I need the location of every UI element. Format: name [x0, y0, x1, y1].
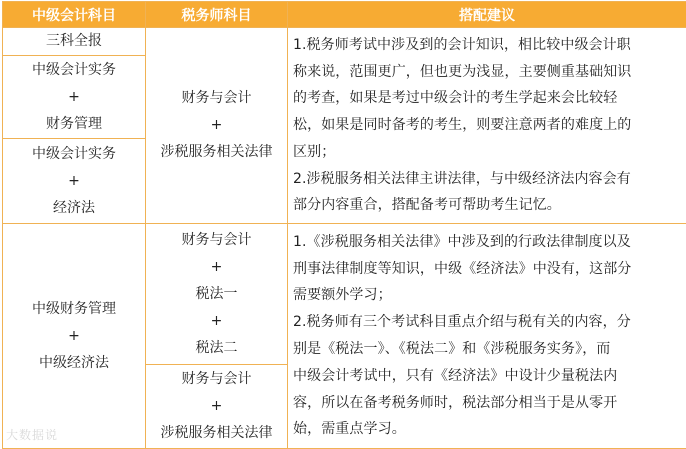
advice-line: 部分内容重合，搭配备考可帮助考生记忆。 [293, 197, 561, 214]
tax-subject: 涉税服务相关法律 [160, 425, 273, 441]
advice-line: 始，需重点学习。 [293, 421, 406, 438]
advice-line: 称来说，范围更广，但也更为浅显，主要侧重基础知识 [293, 63, 632, 80]
subject-name: 经济法 [53, 199, 95, 216]
tax-subject: 税法一 [195, 285, 238, 302]
advice-line: 1.《涉税服务相关法律》中涉及到的行政法律制度以及 [293, 233, 631, 250]
plus-sign: + [210, 398, 223, 414]
plus-sign: + [68, 172, 80, 189]
subject-name: 中级会计实务 [32, 61, 116, 78]
advice-line: 需要额外学习； [293, 287, 392, 304]
advice-line: 区别； [293, 143, 336, 160]
subject-finance-law [3, 224, 146, 449]
tax-subject: 财务与会计 [181, 371, 252, 387]
tax-subject: 涉税服务相关法律 [160, 144, 273, 160]
plus-sign: + [210, 312, 223, 329]
watermark: 大数据说 [6, 428, 59, 442]
header-tax-advisor: 税务师科目 [146, 2, 288, 28]
subject-practice-law [3, 139, 146, 224]
advice-line: 刑事法律制度等知识，中级《经济法》中没有，这部分 [293, 260, 632, 277]
header-pairing-advice: 搭配建议 [288, 2, 686, 28]
advice-line: 2.税务师有三个考试科目重点介绍与税有关的内容，分 [293, 314, 631, 331]
plus-sign: + [68, 88, 80, 105]
subject-name: 中级会计实务 [32, 145, 116, 162]
table-row [3, 28, 686, 56]
tax-subject: 财务与会计 [181, 231, 252, 248]
plus-sign: + [210, 117, 223, 133]
subject-practice-finance [3, 56, 146, 139]
advice-group2 [288, 224, 686, 449]
exam-pairing-table [2, 1, 686, 449]
subject-name: 中级经济法 [39, 354, 109, 371]
advice-group1 [288, 28, 686, 224]
subject-all-three: 三科全报 [3, 28, 146, 56]
tax-subject: 财务与会计 [181, 90, 252, 106]
advice-line: 2.涉税服务相关法律主讲法律，与中级经济法内容会有 [293, 170, 631, 187]
tax-subject: 税法二 [195, 339, 238, 356]
advice-line: 1.税务师考试中涉及到的会计知识，相比较中级会计职 [293, 36, 631, 53]
plus-sign: + [210, 258, 223, 275]
table-row [3, 224, 686, 365]
header-row [3, 2, 686, 28]
tax-subjects-group1 [146, 28, 288, 224]
subject-name: 中级财务管理 [32, 300, 116, 317]
header-intermediate-accounting: 中级会计科目 [3, 2, 146, 28]
advice-line: 的考查，如果是考过中级会计的考生学起来会比较轻 [293, 90, 618, 107]
advice-line: 别是《税法一》、《税法二》和《涉税服务实务》，而 [293, 341, 611, 357]
tax-subjects-group2b [146, 365, 288, 449]
subject-name: 财务管理 [46, 115, 102, 132]
advice-line: 中级会计考试中，只有《经济法》中设计少量税法内 [293, 367, 618, 384]
plus-sign: + [68, 327, 80, 344]
tax-subjects-group2a [146, 224, 288, 365]
advice-line: 松，如果是同时备考的考生，则要注意两者的难度上的 [293, 117, 632, 134]
advice-line: 容，所以在备考税务师时，税法部分相当于是从零开 [293, 394, 618, 411]
